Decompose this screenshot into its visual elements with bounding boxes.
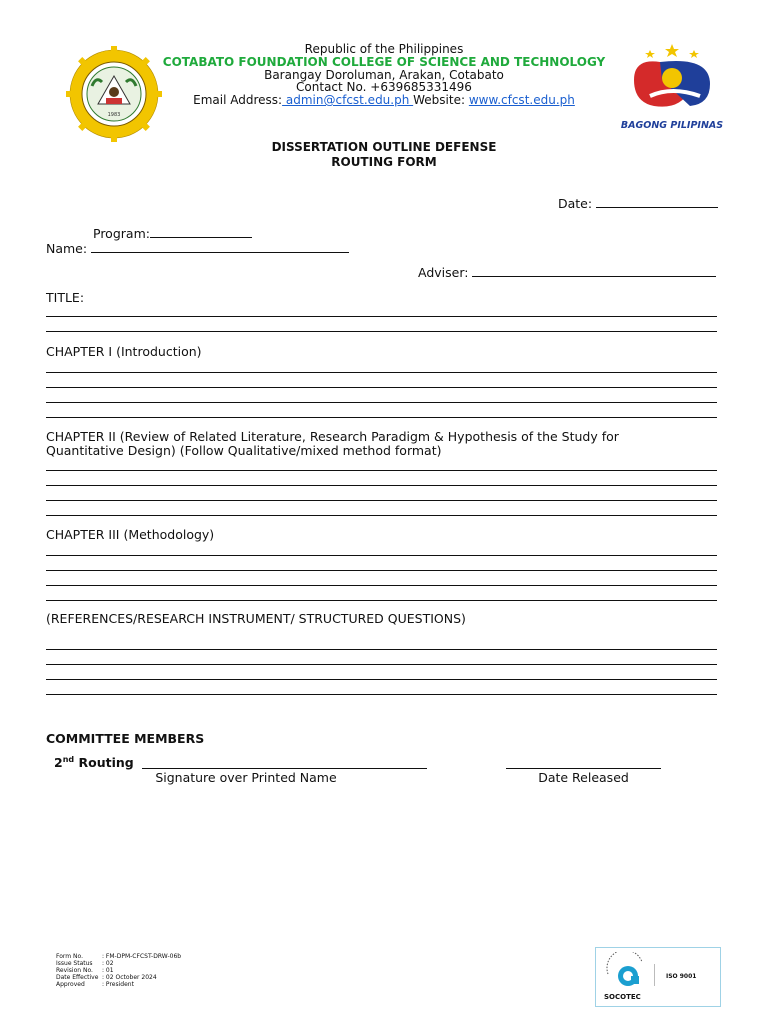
email-website-line (150, 94, 618, 107)
website-link[interactable]: www.cfcst.edu.ph (468, 93, 575, 107)
socotec-logo-icon (602, 952, 652, 990)
issue-status-value: : 02 (102, 960, 114, 967)
name-label: Name: (46, 241, 88, 256)
date-effective-value: : 02 October 2024 (102, 974, 157, 981)
bagong-pilipinas-logo (620, 40, 724, 132)
chapter-2-line[interactable] (46, 515, 717, 516)
chapter-2-line[interactable] (46, 485, 717, 486)
date-released-line[interactable] (506, 768, 661, 769)
references-line[interactable] (46, 664, 717, 665)
bagong-pilipinas-text: BAGONG PILIPINAS (620, 120, 724, 131)
adviser-blank[interactable] (472, 265, 716, 277)
chapter-1-line[interactable] (46, 402, 717, 403)
references-line[interactable] (46, 649, 717, 650)
socotec-label: SOCOTEC (604, 993, 641, 1001)
email-label: Email Address: (193, 93, 283, 107)
chapter-3-line[interactable] (46, 555, 717, 556)
approved-value: : President (102, 981, 134, 988)
chapter-3-line[interactable] (46, 585, 717, 586)
date-released-caption: Date Released (538, 770, 629, 785)
college-name: COTABATO FOUNDATION COLLEGE OF SCIENCE AND TECHNOLOGY (162, 55, 606, 69)
approved-label: Approved (56, 981, 85, 988)
form-no-label: Form No. (56, 953, 83, 960)
chapter-1-line[interactable] (46, 417, 717, 418)
email-link[interactable]: admin@cfcst.edu.ph (282, 93, 414, 107)
chapter-2-line[interactable] (46, 500, 717, 501)
address-line: Barangay Doroluman, Arakan, Cotabato (264, 68, 504, 82)
date-field[interactable] (558, 196, 718, 211)
program-field[interactable] (93, 226, 252, 241)
name-field[interactable] (46, 241, 349, 256)
chapter-2-line[interactable] (46, 470, 717, 471)
chapter-3-line[interactable] (46, 600, 717, 601)
date-effective-label: Date Effective (56, 974, 99, 981)
form-title: DISSERTATION OUTLINE DEFENSE (271, 140, 497, 154)
routing-superscript: nd (62, 755, 75, 764)
references-line[interactable] (46, 679, 717, 680)
chapter-1-line[interactable] (46, 387, 717, 388)
name-blank[interactable] (91, 241, 349, 253)
signature-caption: Signature over Printed Name (155, 770, 337, 785)
title-line[interactable] (46, 331, 717, 332)
iso-label: ISO 9001 (666, 973, 697, 980)
issue-status-label: Issue Status (56, 960, 93, 967)
contact-line: Contact No. +639685331496 (296, 80, 472, 94)
document-info-block (56, 953, 181, 988)
revision-no-value: : 01 (102, 967, 114, 974)
college-seal-logo (66, 46, 162, 142)
adviser-label: Adviser: (418, 265, 469, 280)
program-blank[interactable] (150, 226, 252, 238)
signature-line[interactable] (142, 768, 427, 769)
date-label: Date: (558, 196, 593, 211)
republic-line: Republic of the Philippines (304, 42, 464, 56)
adviser-field[interactable] (418, 265, 716, 280)
routing-number: 2 (54, 755, 63, 771)
references-line[interactable] (46, 694, 717, 695)
date-blank[interactable] (596, 196, 718, 208)
routing-word: Routing (78, 755, 134, 771)
routing-label (54, 755, 134, 770)
revision-no-label: Revision No. (56, 967, 93, 974)
committee-heading: COMMITTEE MEMBERS (46, 731, 205, 746)
website-label: Website: (413, 93, 466, 107)
chapter-2-label-line2: Quantitative Design) (Follow Qualitative/mixed method format) (46, 443, 442, 458)
seal-year: 1983 (107, 112, 121, 118)
references-label: (REFERENCES/RESEARCH INSTRUMENT/ STRUCTURED QUESTIONS) (46, 611, 466, 626)
socotec-certification-badge (595, 947, 721, 1007)
chapter-2-label-line1: CHAPTER II (Review of Related Literature, Research Paradigm & Hypothesis of the Study for (46, 429, 619, 444)
chapter-3-line[interactable] (46, 570, 717, 571)
chapter-1-label: CHAPTER I (Introduction) (46, 344, 202, 359)
chapter-1-line[interactable] (46, 372, 717, 373)
title-line[interactable] (46, 316, 717, 317)
title-label: TITLE: (46, 290, 85, 305)
form-subtitle: ROUTING FORM (331, 155, 437, 169)
form-no-value: : FM-DPM-CFCST-DRW-06b (102, 953, 182, 960)
program-label: Program: (93, 226, 150, 241)
chapter-3-label: CHAPTER III (Methodology) (46, 527, 215, 542)
